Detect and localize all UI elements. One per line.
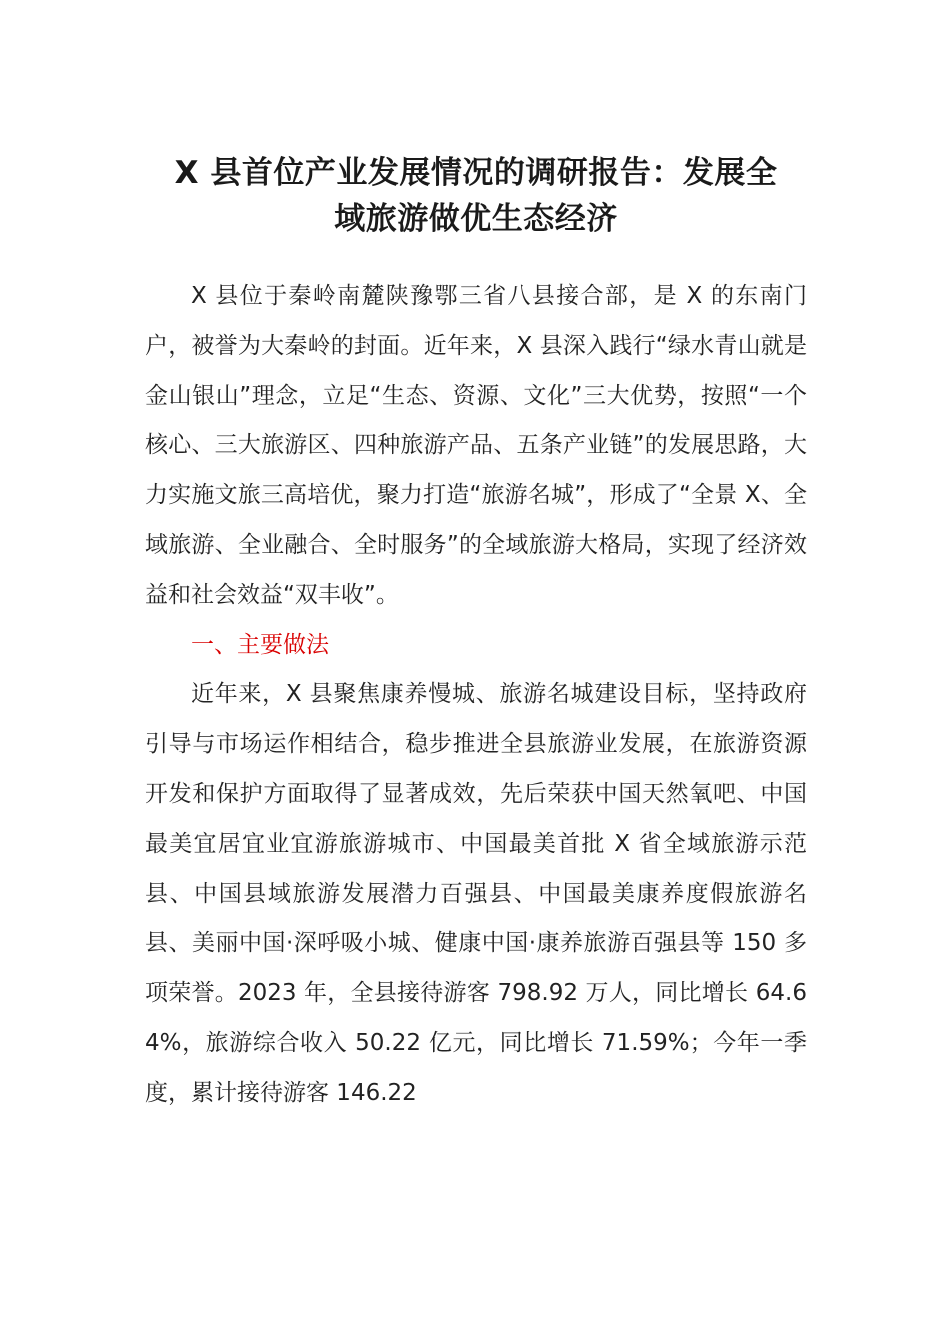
title-line-1: X 县首位产业发展情况的调研报告：发展全 [174,155,778,191]
section-paragraph: 近年来，X 县聚焦康养慢城、旅游名城建设目标，坚持政府引导与市场运作相结合，稳步推进全县旅游业发展，在旅游资源开发和保护方面取得了显著成效，先后荣获中国天然氧吧、中国最美宜居宜业宜游旅游城市、中国最美首批 X 省全域旅游示范县、中国县域旅游发展潜力百强县、中国最美康养度假旅游名县、美丽中国·深呼吸小城、健康中国·康养旅游百强县等 150 多项荣誉。2023 年，全县接待游客 798.92 万人，同比增长 64.64%，旅游综合收入 50.22 亿元，同比增长 71.59%；今年一季度，累计接待游客 146.22 [145,681,807,1106]
title-line-2: 域旅游做优生态经济 [334,201,618,237]
section-heading-main-practices: 一、主要做法 [191,631,329,658]
document-title [145,150,807,242]
intro-paragraph: X 县位于秦岭南麓陕豫鄂三省八县接合部，是 X 的东南门户，被誉为大秦岭的封面。近年来，X 县深入践行“绿水青山就是金山银山”理念，立足“生态、资源、文化”三大优势，按照“一个核心、三大旅游区、四种旅游产品、五条产业链”的发展思路，大力实施文旅三高培优，聚力打造“旅游名城”，形成了“全景 X、全域旅游、全业融合、全时服务”的全域旅游大格局，实现了经济效益和社会效益“双丰收”。 [145,283,807,608]
document-page [145,150,807,1119]
